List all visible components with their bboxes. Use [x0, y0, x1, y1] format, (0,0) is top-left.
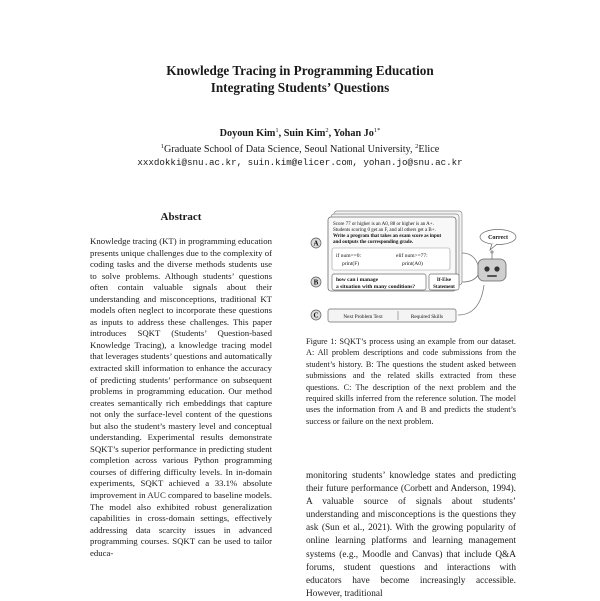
problem-line-2: Students scoring 0 get an F, and all others get a B+. — [333, 228, 436, 233]
problem-line-4: and outputs the corresponding grade. — [333, 240, 414, 245]
title-line-2: Integrating Students’ Questions — [210, 80, 390, 95]
code-line-1: if num==0: — [336, 253, 361, 259]
author-3: Yohan Jo — [333, 128, 374, 139]
abstract-text: Knowledge tracing (KT) in programming education presents unique challenges due to the complexity of coding tasks and the diverse methods students use to solve problems. Although students’ questions often contain valuable signals about their understanding and misconceptions, traditional KT models often neglect to incorporate these questions as inputs to address these challenges. This paper introduces SQKT (Students’ Question-based Knowledge Tracing), a knowledge tracing model that leverages students’ questions and automatically extracted skill information to enhance the accuracy of predicting students’ performance on subsequent problems in programming education. Our method creates semantically rich embeddings that capture not only the surface-level content of the questions but also the student’s mastery level and conceptual understanding. Experimental results demonstrate SQKT’s superior performance in predicting student completion across various Python programming courses of differing difficulty levels. In in-domain experiments, SQKT achieved a 33.1% absolute improvement in AUC compared to baseline models. The model also exhibited robust generalization capabilities in cross-domain settings, effectively addressing data scarcity issues in advanced programming courses. SQKT can be used to tailor educa- — [90, 236, 273, 558]
skill-line-2: Statement — [433, 285, 455, 290]
affiliations — [0, 140, 600, 156]
prediction-bubble — [480, 230, 516, 251]
abstract-heading: Abstract — [160, 211, 202, 223]
label-b: B — [313, 278, 319, 287]
next-problem-label: Next Problem Text — [343, 314, 383, 320]
column-2-text: monitoring students’ knowledge states and predicting their future performance (Corbett and Anderson, 1994). A valuable source of signals about students’ understanding and misconceptions is the questions they ask (Sun et al., 2021). With the growing popularity of online learning platforms and learning management systems (e.g., Moodle and Canvas) that include Q&A forums, student questions and interactions with educators have become increasingly accessible. However, traditional — [306, 471, 516, 599]
title-line-1: Knowledge Tracing in Programming Education — [166, 63, 434, 78]
problem-line-3: Write a program that takes an exam score as input — [333, 234, 442, 239]
paper-title — [0, 62, 600, 96]
author-3-affil: 1* — [373, 127, 381, 134]
code-line-4: print(A0) — [402, 261, 423, 267]
prediction-label: Correct — [488, 235, 508, 241]
arrow-a — [462, 253, 478, 265]
required-skills-label: Required Skills — [410, 314, 444, 320]
affil-2-marker: 2 — [415, 143, 419, 150]
author-1: Doyoun Kim — [219, 128, 276, 139]
arrow-c — [458, 285, 484, 315]
label-c: C — [313, 311, 319, 320]
code-line-3: elif num>=77: — [396, 253, 428, 259]
affil-1-marker: 1 — [160, 143, 164, 150]
figure-1 — [306, 209, 518, 327]
author-2: Suin Kim — [283, 128, 326, 139]
author-names: Doyoun Kim$^1$, Suin Kim$^2$, Yohan $Jo^{1*}$ — [219, 127, 381, 139]
skill-line-1: If-Else — [436, 278, 452, 283]
affiliation-1: Graduate School of Data Science, Seoul National University, — [163, 144, 413, 155]
code-line-2: print(F) — [342, 261, 360, 267]
author-emails: xxxdokki@snu.ac.kr, suin.kim@elicer.com, yohan.jo@snu.ac.kr — [137, 157, 463, 168]
problem-line-1: Score 77 or higher is an A0, 88 or higher is an A+. — [333, 222, 434, 227]
author-2-affil: 2 — [325, 127, 329, 134]
affiliation-2: Elice — [418, 144, 440, 155]
question-line-2: a situation with many conditions? — [336, 284, 416, 290]
figure-caption: Figure 1: SQKT’s process using an example from our dataset. A: All problem descriptions and code submissions from the student’s history. B: The questions the student asked between submissions and the related skills extracted from these questions. C: The description of the next problem and the required skills inferred from the reference solution. The model uses the information from A and B and predicts the student’s success or failure on the next problem. — [306, 337, 516, 426]
question-line-1: how can i manage — [336, 277, 379, 283]
label-a: A — [313, 239, 319, 248]
history-stack — [328, 211, 462, 291]
author-block — [0, 124, 600, 169]
robot-icon — [478, 250, 506, 281]
arrow-b — [462, 275, 478, 282]
author-1-affil: 1 — [275, 127, 279, 134]
